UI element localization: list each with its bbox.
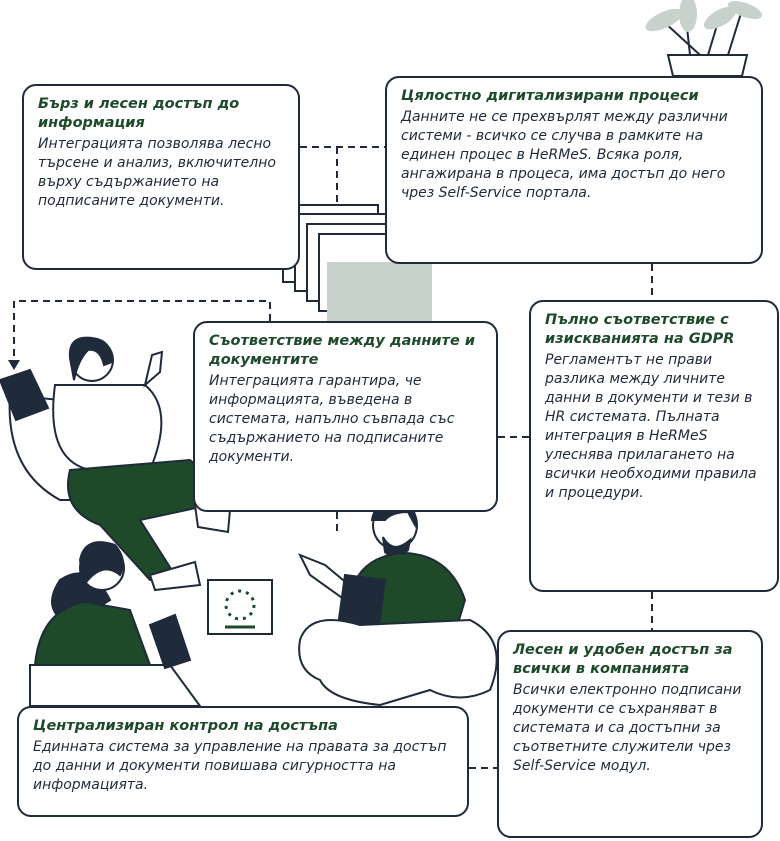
company-access-body: Всички електронно подписани документи се съхраняват в системата и са достъпни за съответните служители чрез Self-Service модул. — [513, 682, 742, 774]
data-document-match-body: Интеграцията гарантира, че информацията, въведена в системата, напълно съвпада със съдържанието на подписаните документи. — [209, 373, 455, 465]
data-document-match-title: Съответствие между данните и документите — [209, 333, 475, 368]
fast-access-box — [22, 84, 300, 270]
company-access-title: Лесен и удобен достъп за всички в компанията — [513, 642, 733, 677]
digitalized-processes-box — [385, 76, 763, 264]
loading-card — [208, 580, 272, 634]
fast-access-body: Интеграцията позволява лесно търсене и анализ, включително върху съдържанието на подписаните документи. — [38, 136, 276, 209]
gdpr-compliance-title: Пълно съответствие с изискванията на GDPR — [545, 312, 735, 347]
data-document-match-box — [193, 321, 498, 512]
woman-reading-illustration — [30, 542, 200, 706]
plant-illustration — [642, 0, 764, 76]
digitalized-processes-body: Данните не се прехвърлят между различни системи - всичко се случва в рамките на единен процес в HeRMeS. Всяка роля, ангажирана в процеса, има достъп до него чрез Self-Service портала. — [401, 109, 728, 201]
central-access-control-body: Единната система за управление на правата за достъп до данни и документи повишава сигурността на информацията. — [33, 739, 447, 793]
central-access-control-title: Централизиран контрол на достъпа — [33, 718, 338, 734]
man-with-tablet-illustration — [299, 501, 497, 705]
gdpr-compliance-body: Регламентът не прави разлика между личните данни в документи и тези в HR системата. Пълната интеграция в HeRMeS улеснява прилагането на всички необходими правила и процедури. — [545, 352, 757, 501]
fast-access-title: Бърз и лесен достъп до информация — [38, 96, 240, 131]
gdpr-compliance-box — [529, 300, 779, 592]
digitalized-processes-title: Цялостно дигитализирани процеси — [401, 88, 699, 104]
arrowhead — [8, 360, 20, 370]
company-access-box — [497, 630, 763, 838]
central-access-control-box — [17, 706, 469, 817]
